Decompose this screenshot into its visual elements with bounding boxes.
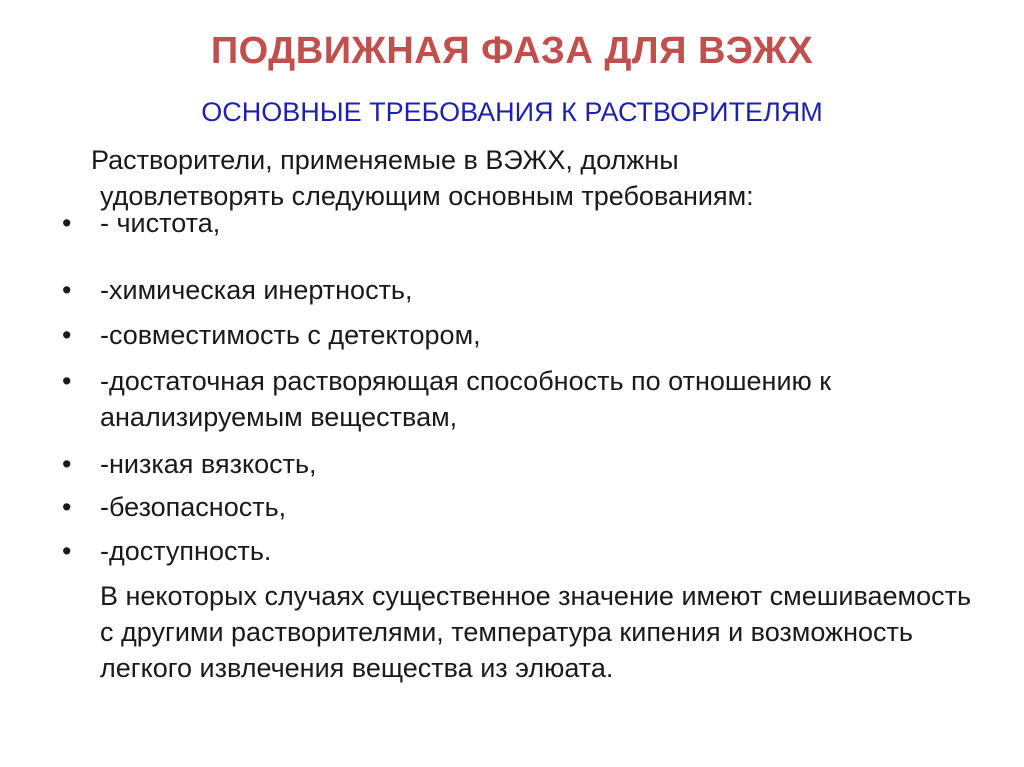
bullet-icon: • <box>62 366 72 396</box>
list-item-text: -безопасность, <box>100 492 287 522</box>
intro-line-1: Растворители, применяемые в ВЭЖХ, должны <box>91 145 679 175</box>
bullet-icon: • <box>62 449 72 479</box>
list-item-text: - чистота, <box>100 208 221 238</box>
closing-paragraph: В некоторых случаях существенное значение имеют смешиваемость с другими растворителями, температура кипения и возможность легкого извлечения вещества из элюата. <box>100 581 972 683</box>
list-item-text: -достаточная растворяющая способность по отношению к анализируемым веществам, <box>100 366 832 432</box>
bullet-icon: • <box>62 275 72 305</box>
bullet-icon: • <box>62 492 72 522</box>
bullet-icon: • <box>62 320 72 350</box>
intro-line-2: удовлетворять следующим основным требованиям: <box>100 181 754 211</box>
bullet-icon: • <box>62 208 72 238</box>
bullet-icon: • <box>62 536 72 566</box>
list-item-text: -химическая инертность, <box>100 275 413 305</box>
slide-subtitle: ОСНОВНЫЕ ТРЕБОВАНИЯ К РАСТВОРИТЕЛЯМ <box>201 97 823 127</box>
intro-paragraph <box>91 142 971 214</box>
list-item-text: -совместимость с детектором, <box>100 320 481 350</box>
list-item-text: -доступность. <box>100 536 272 566</box>
list-item-text: -низкая вязкость, <box>100 449 317 479</box>
slide-title: ПОДВИЖНАЯ ФАЗА ДЛЯ ВЭЖХ <box>210 30 814 72</box>
